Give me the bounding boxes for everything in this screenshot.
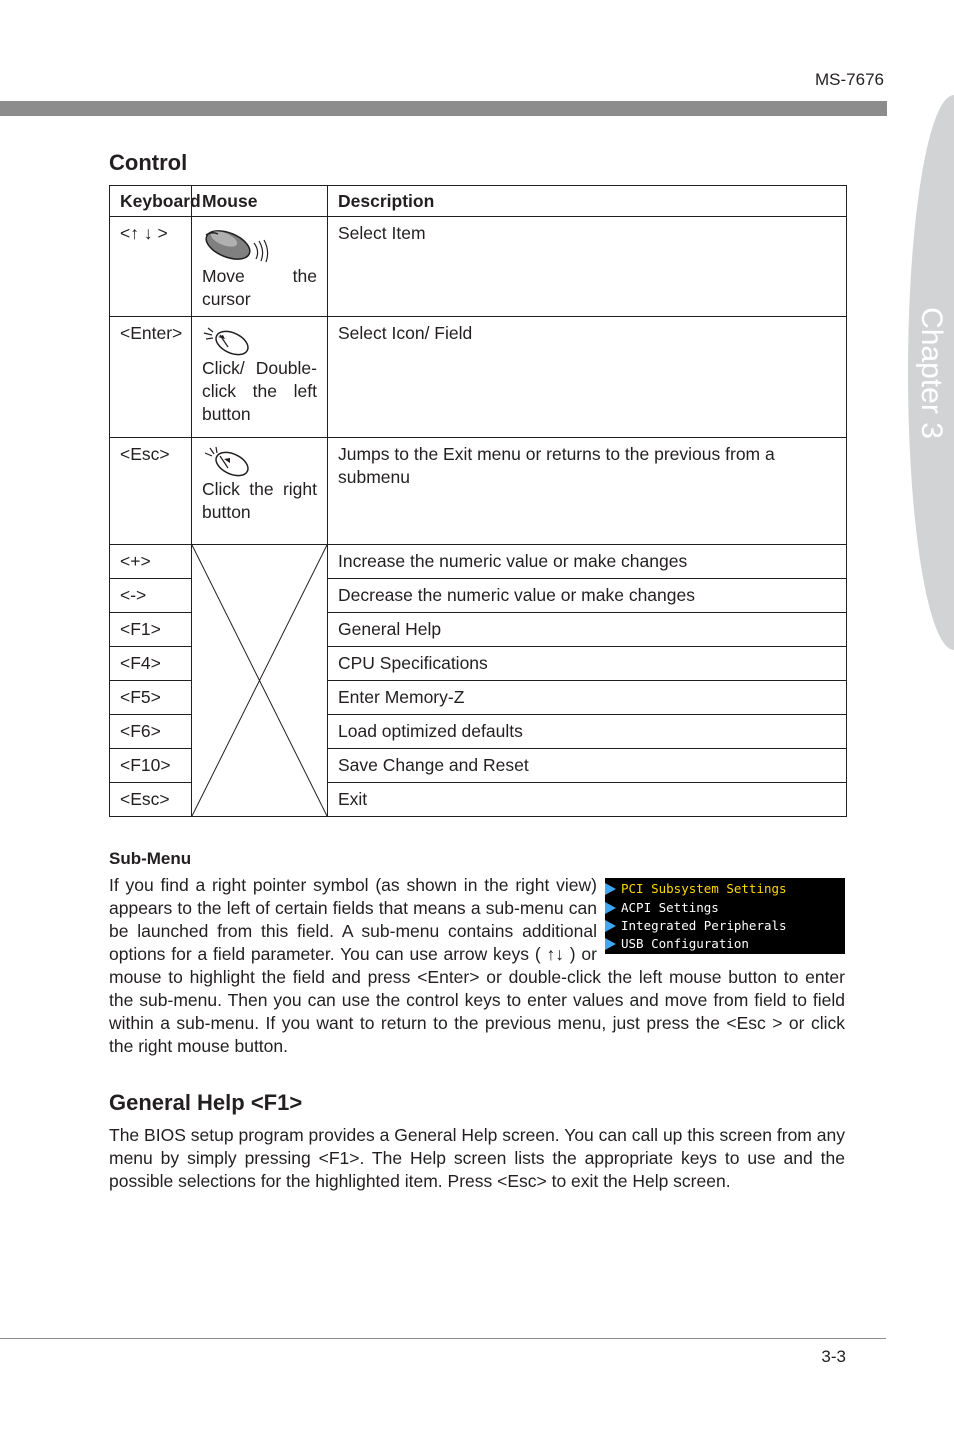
page-number: 3-3	[821, 1347, 846, 1366]
general-help-heading: General Help <F1>	[109, 1090, 303, 1115]
description-cell: Increase the numeric value or make changes	[328, 545, 847, 579]
mouse-cell	[192, 317, 328, 438]
key-cell: <F1>	[110, 613, 192, 647]
header-mouse: Mouse	[192, 186, 328, 217]
key-cell: <F10>	[110, 749, 192, 783]
mouse-cell	[192, 438, 328, 545]
bios-item-label: Integrated Peripherals	[621, 918, 787, 933]
header-keyboard: Keyboard	[110, 186, 192, 217]
right-pointer-icon	[605, 920, 616, 932]
right-pointer-icon	[605, 883, 616, 895]
mouse-left-click-icon	[202, 325, 254, 357]
bios-item-label: USB Configuration	[621, 936, 749, 951]
submenu-paragraph	[109, 874, 845, 1058]
key-cell: <F6>	[110, 715, 192, 749]
table-header-row	[110, 186, 847, 217]
key-cell: <Esc>	[110, 438, 192, 545]
description-cell: Save Change and Reset	[328, 749, 847, 783]
key-cell: <+>	[110, 545, 192, 579]
chapter-tab	[908, 95, 954, 650]
mouse-not-applicable-cell	[192, 545, 328, 817]
key-cell: <↑ ↓ >	[110, 217, 192, 317]
submenu-text: If you find a right pointer symbol (as shown in the right view) appears to the left of certain fields that means a sub-menu can be launched from this field. A sub-menu contains additional options for a field parameter. You can use arrow keys ( ↑↓ ) or mouse to highlight the field and press <Enter> or double-click the left mouse button to enter the sub-menu. Then you can use the control keys to enter values and move from field to field within a sub-menu. If you want to return to the previous menu, just press the <Esc > or click the right mouse button.	[109, 875, 845, 1056]
control-heading: Control	[109, 150, 188, 175]
description-cell: CPU Specifications	[328, 647, 847, 681]
mouse-action: Move the cursor	[202, 266, 317, 309]
description-cell: Exit	[328, 783, 847, 817]
mouse-move-icon	[202, 225, 270, 265]
mouse-right-click-icon	[202, 446, 254, 478]
right-pointer-icon	[605, 902, 616, 914]
chapter-label: Chapter 3	[915, 306, 948, 439]
model-number: MS-7676	[815, 70, 884, 89]
bios-item-label: PCI Subsystem Settings	[621, 881, 787, 896]
description-cell: Select Icon/ Field	[328, 317, 847, 438]
description-cell: Select Item	[328, 217, 847, 317]
mouse-action: Click/ Double-click the left button	[202, 358, 317, 424]
control-table	[109, 185, 847, 817]
bios-item-label: ACPI Settings	[621, 900, 719, 915]
table-row	[110, 217, 847, 317]
key-cell: <F5>	[110, 681, 192, 715]
description-cell: General Help	[328, 613, 847, 647]
key-cell: <Esc>	[110, 783, 192, 817]
mouse-cell	[192, 217, 328, 317]
table-row	[110, 438, 847, 545]
general-help-paragraph: The BIOS setup program provides a General Help screen. You can call up this screen from any menu by simply pressing <F1>. The Help screen lists the appropriate keys to use and the possible selections for the highlighted item. Press <Esc> to exit the Help screen.	[109, 1125, 845, 1191]
header-bar	[0, 101, 887, 116]
key-cell: <->	[110, 579, 192, 613]
header-description: Description	[328, 186, 847, 217]
key-cell: <Enter>	[110, 317, 192, 438]
cross-out-mark	[192, 545, 327, 816]
mouse-action: Click the right button	[202, 479, 317, 522]
table-row	[110, 545, 847, 579]
description-cell: Enter Memory-Z	[328, 681, 847, 715]
submenu-heading: Sub-Menu	[109, 849, 192, 868]
key-cell: <F4>	[110, 647, 192, 681]
right-pointer-icon	[605, 938, 616, 950]
bios-submenu-screenshot	[605, 878, 845, 954]
description-cell: Decrease the numeric value or make changes	[328, 579, 847, 613]
description-cell: Load optimized defaults	[328, 715, 847, 749]
description-cell: Jumps to the Exit menu or returns to the previous from a submenu	[328, 438, 847, 545]
footer-rule	[0, 1338, 886, 1339]
table-row	[110, 317, 847, 438]
